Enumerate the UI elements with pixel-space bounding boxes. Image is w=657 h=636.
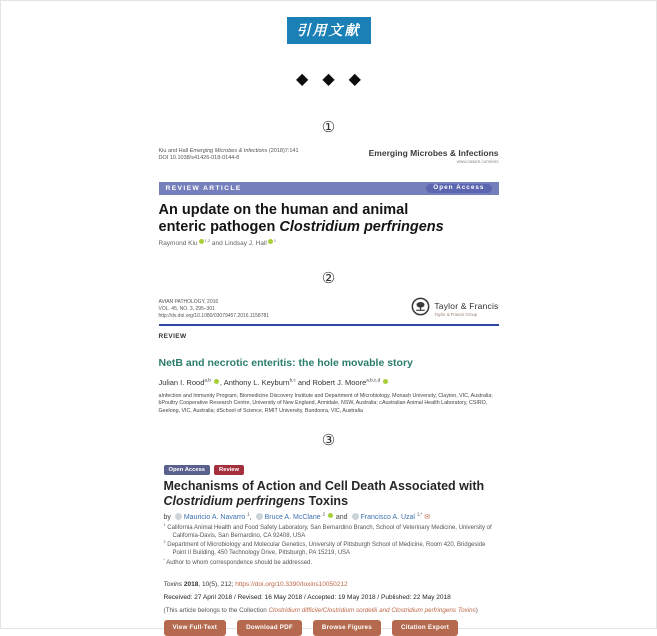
- paper2-author-sep2: and: [295, 377, 313, 387]
- paper1-citation: [159, 148, 299, 163]
- paper2-section-label: REVIEW: [158, 333, 187, 340]
- taylor-francis-group: Taylor & Francis Group: [434, 312, 478, 317]
- paper2-authors: [159, 378, 499, 387]
- paper3-title-rest: Toxins: [305, 494, 349, 509]
- paper1-author-1-affil-sup: 1,2: [204, 237, 211, 243]
- paper3-collection-suffix: ): [475, 606, 478, 614]
- paper2-author-3-affil-sup: a,b,c,d: [366, 377, 381, 383]
- diamond-icon: ◆: [322, 69, 335, 88]
- paper3-affiliation-1: [163, 522, 499, 541]
- paper2-author-2: Anthony L. Keyburn: [223, 377, 290, 387]
- paper1-author-join: and: [210, 240, 225, 247]
- paper3-collection-link[interactable]: Clostridium difficile/Clostridium sordellii and Clostridium perfringens Toxins: [268, 606, 476, 614]
- paper3-author-sep1: ,: [249, 513, 254, 521]
- paper3-affiliation-2: [164, 542, 499, 558]
- paper3-collection-note: [164, 607, 499, 614]
- paper2-citation: [159, 299, 270, 320]
- paper3-title-species: Clostridium perfringens: [163, 494, 306, 509]
- paper3-author-3-affil-sup: 1,*: [416, 511, 423, 517]
- paper3-journal-issue: , 10(5), 212;: [198, 580, 236, 588]
- orcid-icon[interactable]: [199, 239, 204, 244]
- paper3-title: [164, 479, 499, 509]
- paper3-affiliations: [163, 522, 499, 568]
- diamond-decor: [1, 69, 656, 88]
- taylor-francis-brand: [411, 297, 498, 321]
- paper3-author-sep2: and: [333, 513, 350, 521]
- paper1-journal-url: www.nature.com/emi: [456, 159, 499, 164]
- orcid-icon[interactable]: [328, 513, 333, 518]
- paper3-title-line1: Mechanisms of Action and Cell Death Associated with: [163, 479, 485, 494]
- paper3-author-3-link[interactable]: Francisco A. Uzal: [360, 513, 415, 521]
- view-full-text-button[interactable]: View Full-Text: [164, 620, 227, 636]
- paper1-author-2: Lindsay J. Hall: [224, 240, 267, 247]
- paper1-authors: [159, 239, 499, 247]
- paper1-cite-journal: Emerging Microbes & Infections: [189, 148, 268, 154]
- paper1-cite-issue: (2018)7:141: [267, 148, 299, 154]
- paper1-open-access-badge: Open Access: [426, 184, 491, 194]
- paper3-affiliation-1-num: 1: [163, 522, 166, 527]
- author-avatar-icon: [352, 513, 359, 520]
- paper2-title: NetB and necrotic enteritis: the hole movable story: [158, 357, 413, 369]
- orcid-icon[interactable]: [383, 379, 388, 384]
- author-avatar-icon: [175, 513, 182, 520]
- paper3-author-1-link[interactable]: Mauricio A. Navarro: [183, 513, 246, 521]
- paper3-author-2-link[interactable]: Bruce A. McClane: [264, 513, 321, 521]
- paper3-doi-link[interactable]: https://doi.org/10.3390/toxins10050212: [235, 580, 348, 588]
- paper2-author-1: Julian I. Rood: [158, 377, 205, 387]
- paper3-author-2-affil-sup: 2: [322, 511, 325, 517]
- paper3-actions: [164, 620, 499, 636]
- author-avatar-icon: [256, 513, 263, 520]
- paper3-correspondence-text: Author to whom correspondence should be addressed.: [166, 559, 313, 566]
- paper1-title-line2: enteric pathogen: [158, 218, 280, 235]
- paper3-byline: [164, 513, 499, 521]
- item-number-3: ③: [321, 430, 336, 449]
- paper2-volume-line: VOL. 45, NO. 3, 295–301: [158, 305, 215, 312]
- paper3-collection-prefix: (This article belongs to the Collection: [163, 606, 269, 614]
- paper3-affiliation-1-text: California Animal Health and Food Safety Laboratory, San Bernardino Branch, School of Veterinary Medicine, University of California-Davis, San Bernardino, CA 92408, USA: [167, 524, 492, 539]
- paper3-affiliation-2-num: 2: [163, 540, 166, 545]
- paper2-affiliations: aInfection and Immunity Program, Biomedicine Discovery Institute and Department of Microbiology, Monash University, Clayton, VIC, Australia; bPoultry Cooperative Research Centre, University of New England, Armidale, NSW, Australia; cAustralian Animal Health Laboratory, CSIRO, Geelong, VIC, Australia; dSchool of Science, RMIT University, Bundoora, VIC, Australia: [158, 392, 493, 414]
- citation-export-button[interactable]: Citation Export: [392, 620, 458, 636]
- paper2-journal-line: AVIAN PATHOLOGY, 2016: [158, 298, 219, 305]
- paper3-open-access-badge: Open Access: [164, 465, 211, 475]
- cited-references-badge: 引用文献: [287, 17, 371, 44]
- paper3-by-label: by: [163, 513, 173, 521]
- taylor-francis-logo-icon: [411, 297, 430, 321]
- paper3-author-1-affil-sup: 1: [247, 511, 250, 517]
- paper2-divider: [159, 324, 499, 326]
- paper1-journal-header: [159, 148, 499, 164]
- paper2-author-sep1: ,: [219, 377, 224, 387]
- browse-figures-button[interactable]: Browse Figures: [313, 620, 381, 636]
- paper1-author-2-affil-sup: 1: [273, 237, 277, 243]
- paper1-cite-authors: Kiu and Hall: [158, 148, 190, 154]
- taylor-francis-name: Taylor & Francis: [434, 301, 499, 311]
- paper1-title-species: Clostridium perfringens: [279, 218, 444, 235]
- paper1-title: [159, 202, 499, 235]
- paper3-affiliation-2-text: Department of Microbiology and Molecular Genetics, University of Pittsburgh School of Medicine, Room 420, Bridgeside Point II Building, 450 Technology Drive, Pittsburgh, PA 15219, USA: [167, 542, 486, 557]
- paper1-title-line1: An update on the human and animal: [158, 202, 409, 218]
- paper2-author-1-affil-sup: a,b: [204, 377, 211, 383]
- paper1-citation-line1: [159, 148, 299, 155]
- paper1-journal-name: Emerging Microbes & Infections: [368, 148, 499, 158]
- paper3-badges: [164, 465, 499, 475]
- paper2-journal-header: [159, 297, 499, 321]
- paper2-doi: http://dx.doi.org/10.1080/03079457.2016.1158781: [158, 312, 270, 319]
- orcid-icon[interactable]: [214, 379, 219, 384]
- paper1-author-1: Raymond Kiu: [158, 240, 198, 247]
- paper1-article-type-bar: [159, 182, 499, 195]
- diamond-icon: ◆: [348, 69, 361, 88]
- paper3-dates: Received: 27 April 2018 / Revised: 16 May 2018 / Accepted: 19 May 2018 / Published: 22 May 2018: [163, 593, 451, 601]
- paper1-doi: DOI 10.1038/s41426-018-0144-8: [158, 155, 240, 162]
- item-number-1: ①: [321, 118, 336, 136]
- paper1-article-type-label: REVIEW ARTICLE: [165, 185, 242, 192]
- paper3-correspondence-note: [163, 557, 499, 568]
- paper3-correspondence-num: *: [163, 557, 165, 562]
- paper3-journal-year: 2018: [183, 580, 199, 588]
- email-envelope-icon[interactable]: ✉: [424, 512, 431, 521]
- item-number-2: ②: [321, 269, 336, 287]
- paper3-review-badge: Review: [214, 465, 244, 475]
- paper2-author-2-affil-sup: b,c: [289, 377, 296, 383]
- diamond-icon: ◆: [296, 69, 309, 88]
- paper3-journal-citation: [164, 581, 499, 588]
- download-pdf-button[interactable]: Download PDF: [237, 620, 302, 636]
- paper3-journal-name: Toxins: [163, 580, 183, 588]
- orcid-icon[interactable]: [268, 239, 273, 244]
- paper1-journal-brand: [369, 148, 499, 164]
- paper2-author-3: Robert J. Moore: [312, 377, 367, 387]
